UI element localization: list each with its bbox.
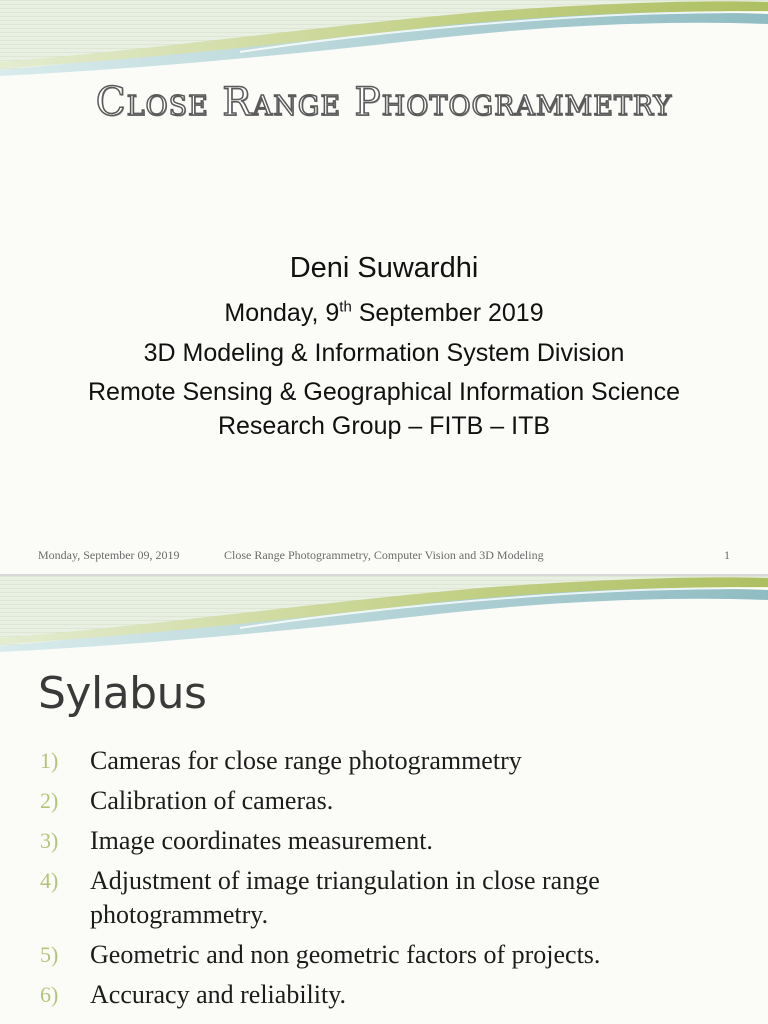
presentation-title: Close Range Photogrammetry: [95, 80, 673, 125]
list-item: [40, 864, 740, 932]
list-item-text: Geometric and non geometric factors of projects.: [90, 940, 601, 969]
list-item-number: 2): [40, 788, 59, 813]
list-item-text: Image coordinates measurement.: [90, 826, 433, 855]
list-item-number: 1): [40, 748, 59, 773]
list-item-number: 3): [40, 828, 59, 853]
list-item-number: 4): [40, 868, 59, 893]
list-item: [40, 824, 740, 858]
research-group-line-1: Remote Sensing & Geographical Information Science: [88, 378, 680, 406]
syllabus-list: [40, 744, 740, 1018]
list-item-number: 6): [40, 982, 59, 1007]
list-item-text: Cameras for close range photogrammetry: [90, 746, 522, 775]
author-name: Deni Suwardhi: [289, 252, 479, 284]
list-item: [40, 978, 740, 1012]
slide-2: [0, 576, 768, 1024]
presentation-date: [0, 296, 768, 330]
footer-date: Monday, September 09, 2019: [38, 548, 180, 562]
list-item-text: Calibration of cameras.: [90, 786, 334, 815]
list-item: [40, 744, 740, 778]
header-wave-decoration-2: [0, 576, 768, 656]
research-group: [0, 375, 768, 443]
list-item: [40, 784, 740, 818]
date-ordinal-suffix: th: [339, 298, 352, 316]
syllabus-title: Sylabus: [38, 668, 207, 719]
list-item-text: Accuracy and reliability.: [90, 980, 347, 1009]
research-group-line-2: Research Group – FITB – ITB: [217, 412, 551, 440]
footer-title: Close Range Photogrammetry, Computer Vision and 3D Modeling: [224, 548, 544, 562]
list-item: [40, 938, 740, 972]
header-wave-decoration: [0, 0, 768, 80]
division-name: 3D Modeling & Information System Division: [143, 339, 625, 367]
list-item-number: 5): [40, 942, 59, 967]
list-item-text: Adjustment of image triangulation in close range photogrammetry.: [90, 866, 600, 929]
date-suffix: September 2019: [351, 299, 544, 327]
date-prefix: Monday, 9: [224, 299, 340, 327]
footer-page-number: 1: [724, 548, 730, 562]
